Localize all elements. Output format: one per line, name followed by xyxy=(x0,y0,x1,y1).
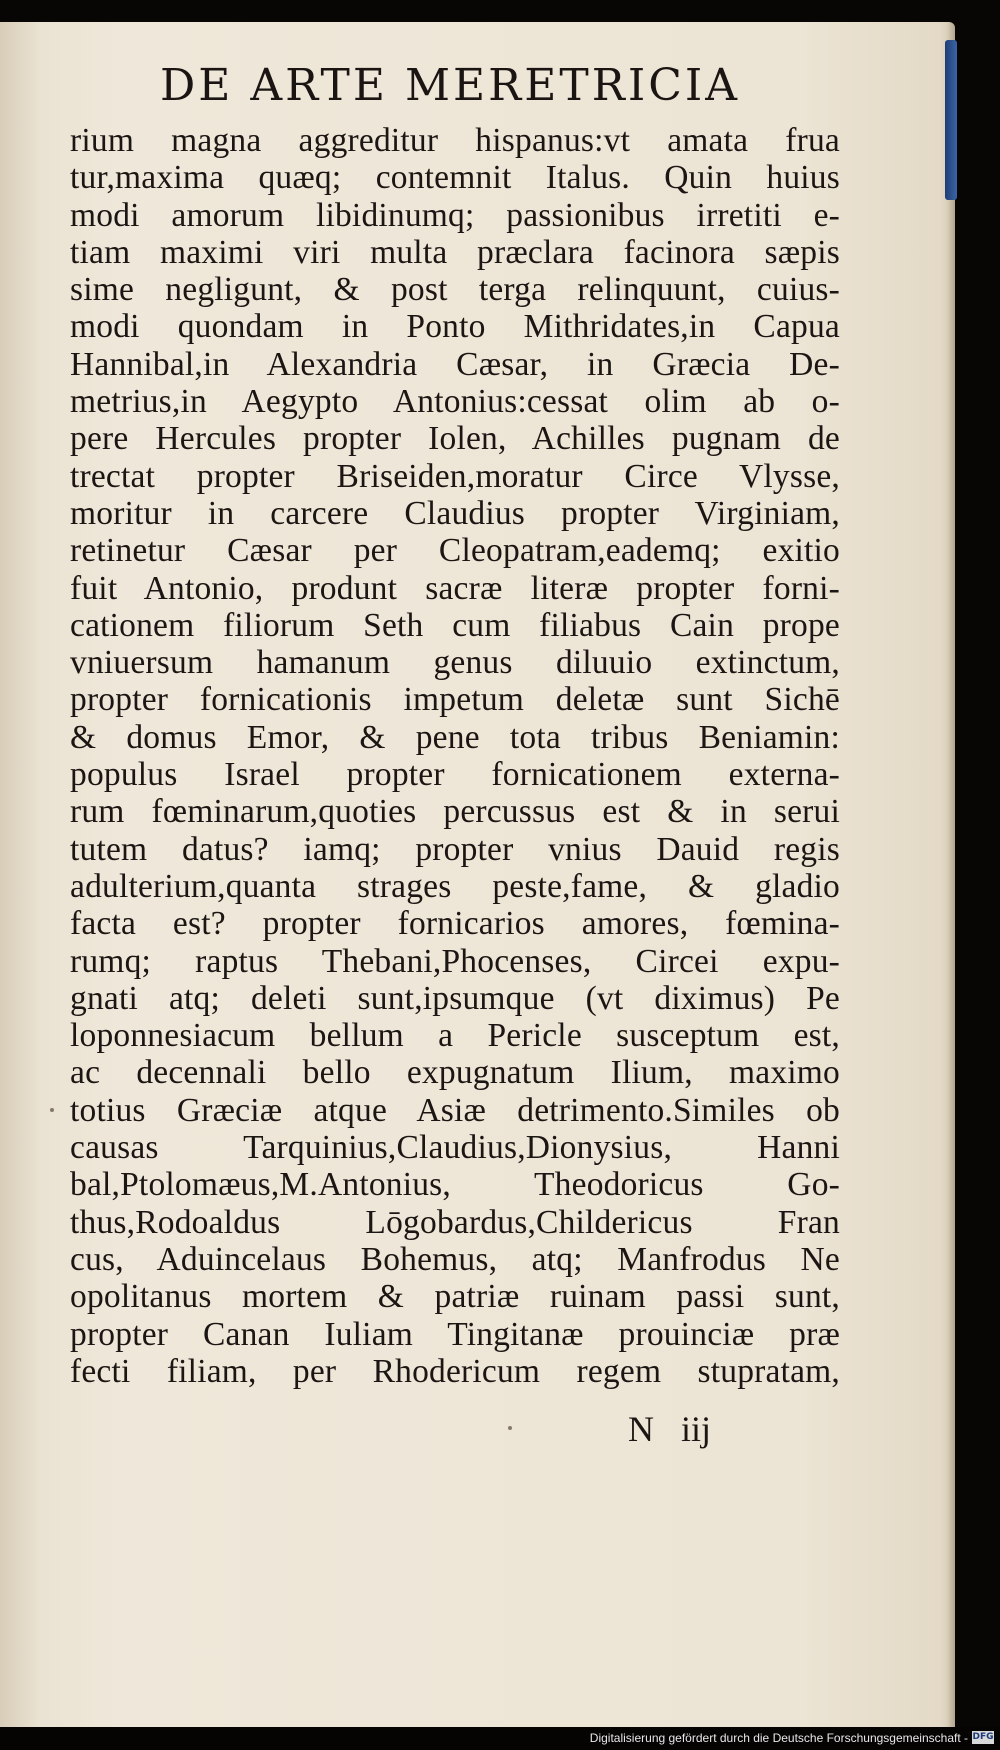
text-line: cationem filiorum Seth cum filiabus Cain prope xyxy=(70,606,840,644)
text-line: modi quondam in Ponto Mithridates,in Capua xyxy=(70,308,840,346)
text-line: rumq; raptus Thebani,Phocenses, Circei expu- xyxy=(70,942,840,980)
footer-strip xyxy=(0,1727,1000,1750)
text-line: ac decennali bello expugnatum Ilium, maximo xyxy=(70,1054,840,1092)
text-line: rum fœminarum,quoties percussus est & in serui xyxy=(70,793,840,831)
text-line: vniuersum hamanum genus diluuio extinctum, xyxy=(70,644,840,682)
signature-mark: N iij xyxy=(628,1409,712,1449)
text-line: totius Græciæ atque Asiæ detrimento.Similes ob xyxy=(70,1091,840,1129)
text-line: loponnesiacum bellum a Pericle susceptum est, xyxy=(70,1017,840,1055)
body-text xyxy=(70,122,840,1390)
text-line: bal,Ptolomæus,M.Antonius, Theodoricus Go- xyxy=(70,1166,840,1204)
text-line: opolitanus mortem & patriæ ruinam passi sunt, xyxy=(70,1278,840,1316)
digitization-credit: Digitalisierung gefördert durch die Deutsche Forschungsgemeinschaft - xyxy=(589,1731,968,1745)
text-line: retinetur Cæsar per Cleopatram,eademq; exitio xyxy=(70,532,840,570)
text-line: adulterium,quanta strages peste,fame, & gladio xyxy=(70,867,840,905)
text-line: sime negligunt, & post terga relinquunt, cuius- xyxy=(70,271,840,309)
text-line: gnati atq; deleti sunt,ipsumque (vt diximus) Pe xyxy=(70,979,840,1017)
text-line: causas Tarquinius,Claudius,Dionysius, Hanni xyxy=(70,1129,840,1167)
text-line: tiam maximi viri multa præclara facinora sæpis xyxy=(70,233,840,271)
text-line: trectat propter Briseiden,moratur Circe Vlysse, xyxy=(70,457,840,495)
text-line: tur,maxima quæq; contemnit Italus. Quin huius xyxy=(70,159,840,197)
page-edge-shadow xyxy=(947,22,955,1727)
text-line: moritur in carcere Claudius propter Virginiam, xyxy=(70,494,840,532)
ink-speck xyxy=(508,1426,512,1430)
text-line: thus,Rodoaldus Lōgobardus,Childericus Fran xyxy=(70,1203,840,1241)
dfg-logo: DFG xyxy=(972,1732,994,1742)
text-line: propter Canan Iuliam Tingitanæ prouinciæ præ xyxy=(70,1315,840,1353)
text-line: rium magna aggreditur hispanus:vt amata frua xyxy=(70,122,840,159)
running-head: DE ARTE MERETRICIA xyxy=(160,60,741,111)
ink-speck xyxy=(50,1108,54,1112)
text-line: fuit Antonio, produnt sacræ literæ propter forni- xyxy=(70,569,840,607)
text-line: facta est? propter fornicarios amores, fœmina- xyxy=(70,905,840,943)
text-line: pere Hercules propter Iolen, Achilles pugnam de xyxy=(70,420,840,458)
text-line: & domus Emor, & pene tota tribus Beniamin: xyxy=(70,718,840,756)
text-line: populus Israel propter fornicationem externa- xyxy=(70,756,840,794)
text-line: cus, Aduincelaus Bohemus, atq; Manfrodus Ne xyxy=(70,1240,840,1278)
text-line: Hannibal,in Alexandria Cæsar, in Græcia De- xyxy=(70,345,840,383)
text-line: tutem datus? iamq; propter vnius Dauid regis xyxy=(70,830,840,868)
blue-paper-edge xyxy=(945,40,957,200)
text-line: fecti filiam, per Rhodericum regem stupratam, xyxy=(70,1352,840,1390)
text-line: metrius,in Aegypto Antonius:cessat olim ab o- xyxy=(70,383,840,421)
text-line: modi amorum libidinumq; passionibus irretiti e- xyxy=(70,196,840,234)
text-line: propter fornicationis impetum deletæ sunt Sichē xyxy=(70,681,840,719)
